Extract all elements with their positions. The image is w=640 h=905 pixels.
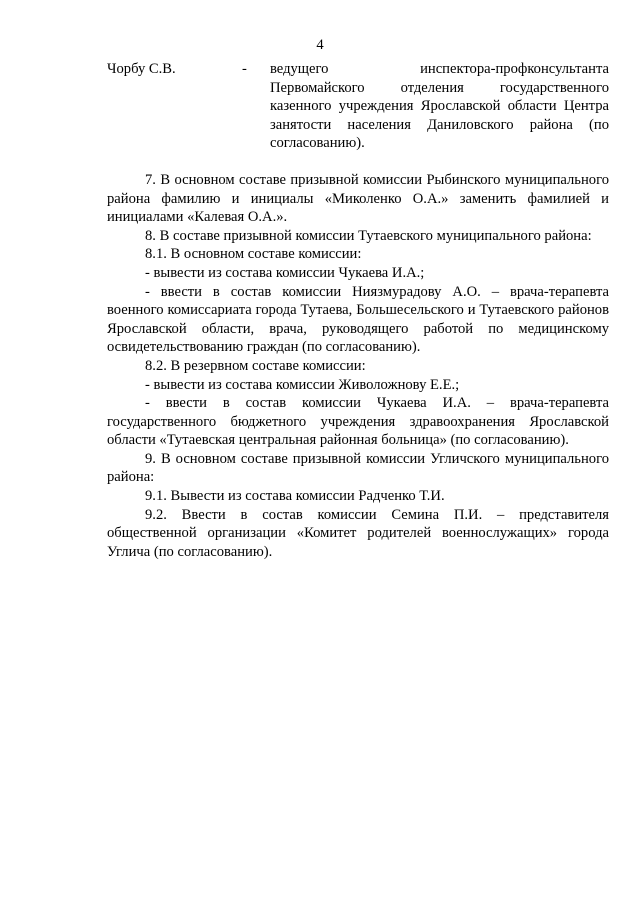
list-item-remove-zhivolozhnova: - вывести из состава комиссии Живоложнову Е.Е.; [145,376,460,393]
list-item-remove-chukaev: - вывести из состава комиссии Чукаева И.А.; [145,264,425,281]
member-description: ведущего инспектора-профконсультанта Первомайского отделения государственного казенного учреждения Ярославской области Центра занятости населения Даниловского района (по согласованию). [270,61,609,152]
document-body [107,60,609,561]
list-item-add-niyazmuradova: - ввести в состав комиссии Ниязмурадову А.О. – врача-терапевта военного комиссариата города Тутаева, Большесельского и Тутаевского районов Ярославской области, врача, руководящего работой по медицинскому освидетельствованию граждан (по согласованию). [107,283,609,356]
paragraph-9-1: 9.1. Вывести из состава комиссии Радченко Т.И. [145,488,445,505]
paragraph-9: 9. В основном составе призывной комиссии Угличского муниципального района: [107,450,609,486]
section-gap [107,153,609,171]
member-name: Чорбу С.В. [107,61,176,77]
paragraph-8: 8. В составе призывной комиссии Тутаевского муниципального района: [145,227,592,244]
page-number: 4 [316,37,324,53]
paragraph-8-1: 8.1. В основном составе комиссии: [145,246,362,263]
member-entry [107,60,609,153]
paragraph-7: 7. В основном составе призывной комиссии Рыбинского муниципального района фамилию и инициалы «Миколенко О.А.» заменить фамилией и инициалами «Калевая О.А.». [107,171,609,226]
paragraph-9-2: 9.2. Ввести в состав комиссии Семина П.И. – представителя общественной организации «Комитет родителей военнослужащих» города Углича (по согласованию). [107,506,609,560]
paragraph-8-2: 8.2. В резервном составе комиссии: [145,357,366,374]
list-item-add-chukaev: - ввести в состав комиссии Чукаева И.А. – врача-терапевта государственного бюджетного учреждения здравоохранения Ярославской области «Тутаевская центральная районная больница» (по согласованию). [107,395,609,449]
member-dash: - [242,61,247,77]
